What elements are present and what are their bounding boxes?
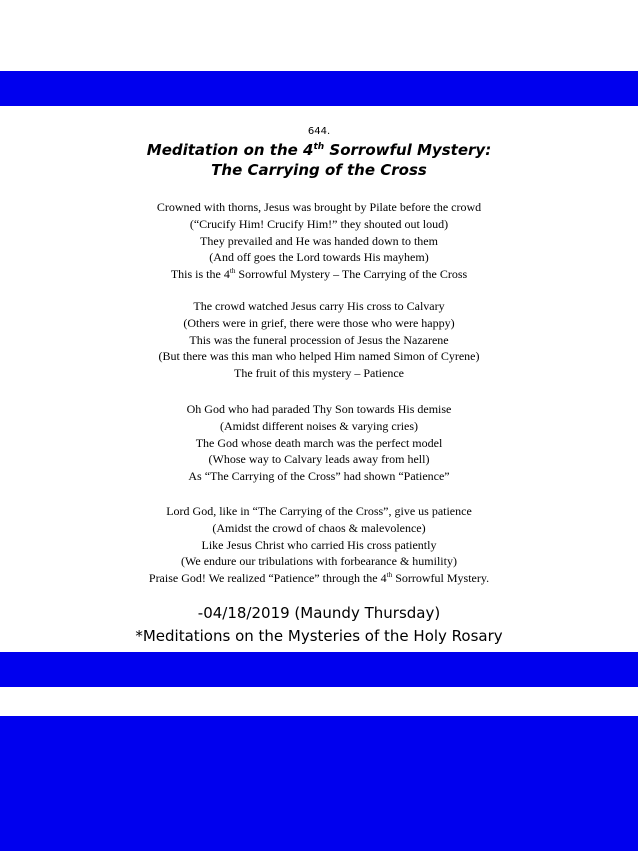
verse-line-text: Praise God! We realized “Patience” through the 4 xyxy=(148,571,387,586)
verse-line: The God whose death march was the perfect model xyxy=(195,435,443,450)
stanza-3 xyxy=(0,401,638,485)
verse-line-text-end: Sorrowful Mystery. xyxy=(392,571,490,586)
verse-line: (Others were in grief, there were those who were happy) xyxy=(183,315,455,330)
footer-series: *Meditations on the Mysteries of the Holy Rosary xyxy=(135,627,503,645)
verse-line xyxy=(0,266,638,283)
verse-line: They prevailed and He was handed down to them xyxy=(200,233,438,248)
top-blue-band xyxy=(0,71,638,106)
verse-line: (We endure our tribulations with forbearance & humility) xyxy=(181,554,457,569)
title-line-1 xyxy=(0,141,638,159)
verse-line: (Amidst the crowd of chaos & malevolence) xyxy=(212,520,426,535)
stanza-1 xyxy=(0,199,638,283)
title-line-1-text-end: Sorrowful Mystery: xyxy=(324,141,492,159)
verse-line: Oh God who had paraded Thy Son towards His demise xyxy=(186,402,452,416)
verse-line: The crowd watched Jesus carry His cross to Calvary xyxy=(193,299,445,313)
bottom-blue-band xyxy=(0,716,638,851)
verse-superscript: th xyxy=(229,267,236,276)
verse-line-text: This is the 4 xyxy=(170,267,230,282)
page-number: 644. xyxy=(307,126,331,137)
verse-line: As “The Carrying of the Cross” had shown “Patience” xyxy=(188,469,450,484)
verse-line: (Whose way to Calvary leads away from hell) xyxy=(208,452,430,467)
verse-line: This was the funeral procession of Jesus the Nazarene xyxy=(189,332,449,347)
verse-line: Crowned with thorns, Jesus was brought by Pilate before the crowd xyxy=(156,200,482,214)
verse-line: (And off goes the Lord towards His mayhem) xyxy=(209,250,429,265)
title-line-2: The Carrying of the Cross xyxy=(211,161,427,179)
verse-line: Like Jesus Christ who carried His cross patiently xyxy=(201,537,437,552)
verse-line-text-end: Sorrowful Mystery – The Carrying of the Cross xyxy=(235,267,468,282)
stanza-4 xyxy=(0,503,638,587)
verse-line xyxy=(0,570,638,587)
verse-superscript: th xyxy=(386,571,393,580)
verse-line: (“Crucify Him! Crucify Him!” they shouted out loud) xyxy=(189,216,449,231)
verse-line: The fruit of this mystery – Patience xyxy=(234,366,404,381)
middle-blue-band xyxy=(0,652,638,687)
verse-line: Lord God, like in “The Carrying of the Cross”, give us patience xyxy=(166,504,472,518)
footer-date: -04/18/2019 (Maundy Thursday) xyxy=(197,604,441,622)
stanza-2 xyxy=(0,298,638,382)
verse-line: (Amidst different noises & varying cries) xyxy=(219,418,419,433)
title-superscript: th xyxy=(313,142,325,152)
verse-line: (But there was this man who helped Him named Simon of Cyrene) xyxy=(158,349,480,364)
title-line-1-text: Meditation on the 4 xyxy=(146,141,314,159)
